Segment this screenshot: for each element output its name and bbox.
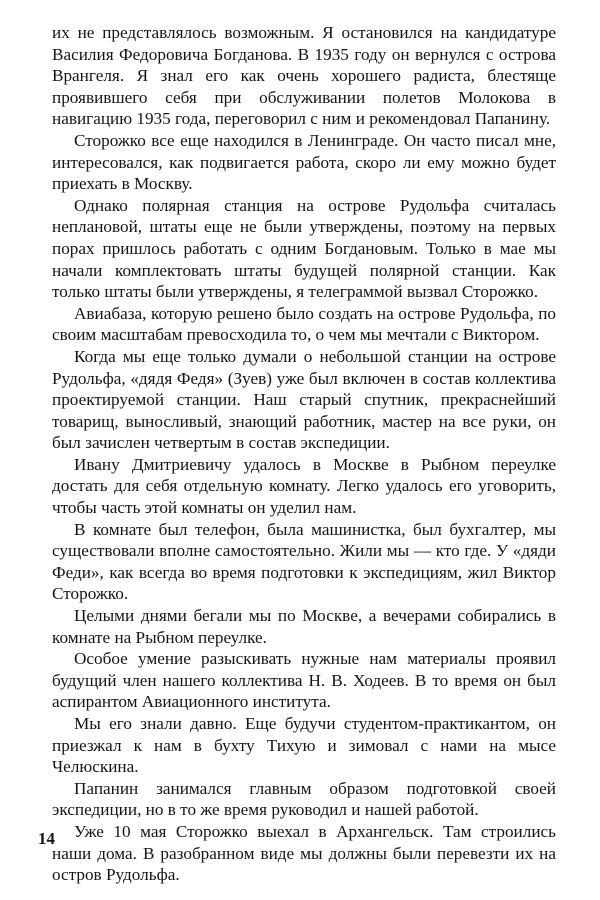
page-number: 14 — [38, 829, 55, 848]
paragraph-1: их не представлялось возможным. Я остановился на кандидатуре Василия Федоровича Богданова. В 1935 году он вернулся с острова Врангеля. Я знал его как очень хорошего радиста, блестяще проявившего себя при обслуживании полетов Молокова в навигацию 1935 года, переговорил с ним и рекомендовал Папанину. — [52, 23, 556, 129]
paragraph-6: Ивану Дмитриевичу удалось в Москве в Рыбном переулке достать для себя отдельную комнату. Легко удалось его уговорить, чтобы часть этой комнаты он уделил нам. — [52, 454, 556, 518]
paragraph-2: Сторожко все еще находился в Ленинграде. Он часто писал мне, интересовался, как подвигается работа, скоро ли ему можно будет приехать в Москву. — [52, 130, 556, 194]
paragraph-3: Однако полярная станция на острове Рудольфа считалась неплановой, штаты еще не были утверждены, поэтому на первых порах пришлось работать с одним Богдановым. Только в мае мы начали комплектовать штаты будущей полярной станции. Как только штаты были утверждены, я телеграммой вызвал Сторожко. — [52, 195, 556, 302]
paragraph-5: Когда мы еще только думали о небольшой станции на острове Рудольфа, «дядя Федя» (Зуев) уже был включен в состав коллектива проектируемой станции. Наш старый спутник, прекраснейший товарищ, выносливый, знающий работник, мастер на все руки, он был зачислен четвертым в состав экспедиции. — [52, 346, 556, 453]
paragraph-7: В комнате был телефон, была машинистка, был бухгалтер, мы существовали вполне самостоятельно. Жили мы — кто где. У «дяди Феди», как всегда во время подготовки к экспедициям, жил Виктор Сторожко. — [52, 519, 556, 604]
body-text — [52, 22, 556, 886]
paragraph-11: Папанин занимался главным образом подготовкой своей экспедиции, но в то же время руководил и нашей работой. — [52, 778, 556, 820]
paragraph-12: Уже 10 мая Сторожко выехал в Архангельск. Там строились наши дома. В разобранном виде мы должны были перевезти их на остров Рудольфа. — [52, 821, 556, 885]
paragraph-4: Авиабаза, которую решено было создать на острове Рудольфа, по своим масштабам превосходила то, о чем мы мечтали с Виктором. — [52, 303, 556, 345]
paragraph-9: Особое умение разыскивать нужные нам материалы проявил будущий член нашего коллектива Н. В. Ходеев. В то время он был аспирантом Авиационного института. — [52, 649, 556, 712]
paragraph-10: Мы его знали давно. Еще будучи студентом-практикантом, он приезжал к нам в бухту Тихую и зимовал с нами на мысе Челюскина. — [52, 714, 556, 777]
paragraph-8: Целыми днями бегали мы по Москве, а вечерами собирались в комнате на Рыбном переулке. — [52, 606, 556, 647]
